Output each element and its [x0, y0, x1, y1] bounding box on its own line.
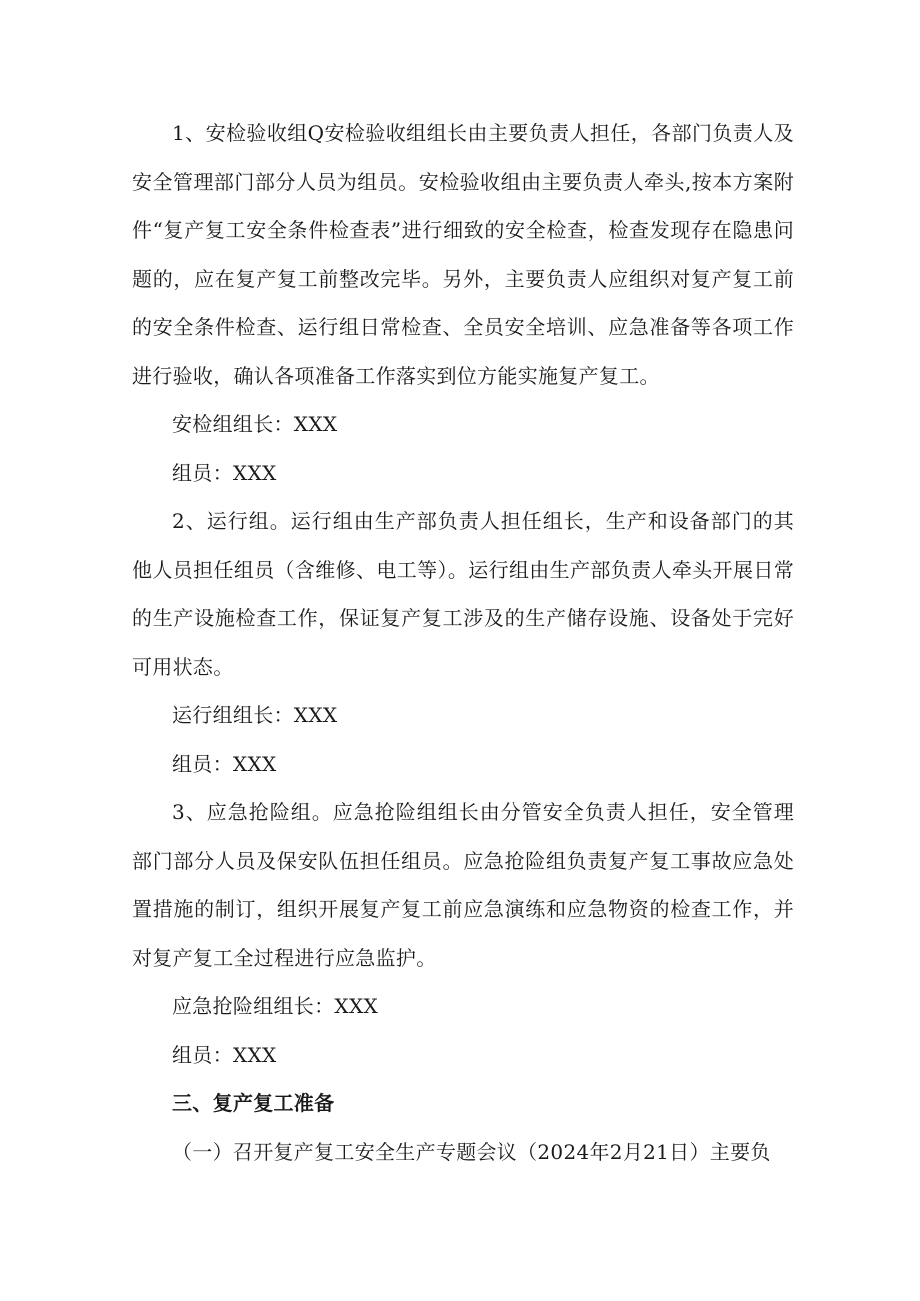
paragraph-emergency-group: 3、应急抢险组。应急抢险组组长由分管安全负责人担任，安全管理部门部分人员及保安队伍担任组员。应急抢险组负责复产复工事故应急处置措施的制订，组织开展复产复工前应急演练和应急物资的检查工作，并对复产复工全过程进行应急监护。 — [132, 800, 794, 970]
paragraph-inspection-group: 1、安检验收组Q安检验收组组长由主要负责人担任，各部门负责人及安全管理部门部分人员为组员。安检验收组由主要负责人牵头,按本方案附件“复产复工安全条件检查表”进行细致的安全检查，检查发现存在隐患问题的，应在复产复工前整改完毕。另外，主要负责人应组织对复产复工前的安全条件检查、运行组日常检查、全员安全培训、应急准备等各项工作进行验收，确认各项准备工作落实到位方能实施复产复工。 — [132, 121, 794, 388]
paragraph-operation-group: 2、运行组。运行组由生产部负责人担任组长，生产和设备部门的其他人员担任组员（含维修、电工等）。运行组由生产部负责人牵头开展日常的生产设施检查工作，保证复产复工涉及的生产储存设施、设备处于完好可用状态。 — [132, 509, 794, 679]
paragraph-safety-meeting: （一）召开复产复工安全生产专题会议（2024年2月21日）主要负 — [172, 1139, 771, 1164]
section-heading-preparation: 三、复产复工准备 — [172, 1091, 335, 1115]
emergency-group-members: 组员：XXX — [172, 1042, 277, 1067]
inspection-group-members: 组员：XXX — [172, 460, 277, 485]
operation-group-leader: 运行组组长：XXX — [172, 703, 338, 727]
operation-group-members: 组员：XXX — [172, 751, 277, 776]
inspection-group-leader: 安检组组长：XXX — [172, 412, 338, 436]
emergency-group-leader: 应急抢险组组长：XXX — [172, 994, 379, 1018]
